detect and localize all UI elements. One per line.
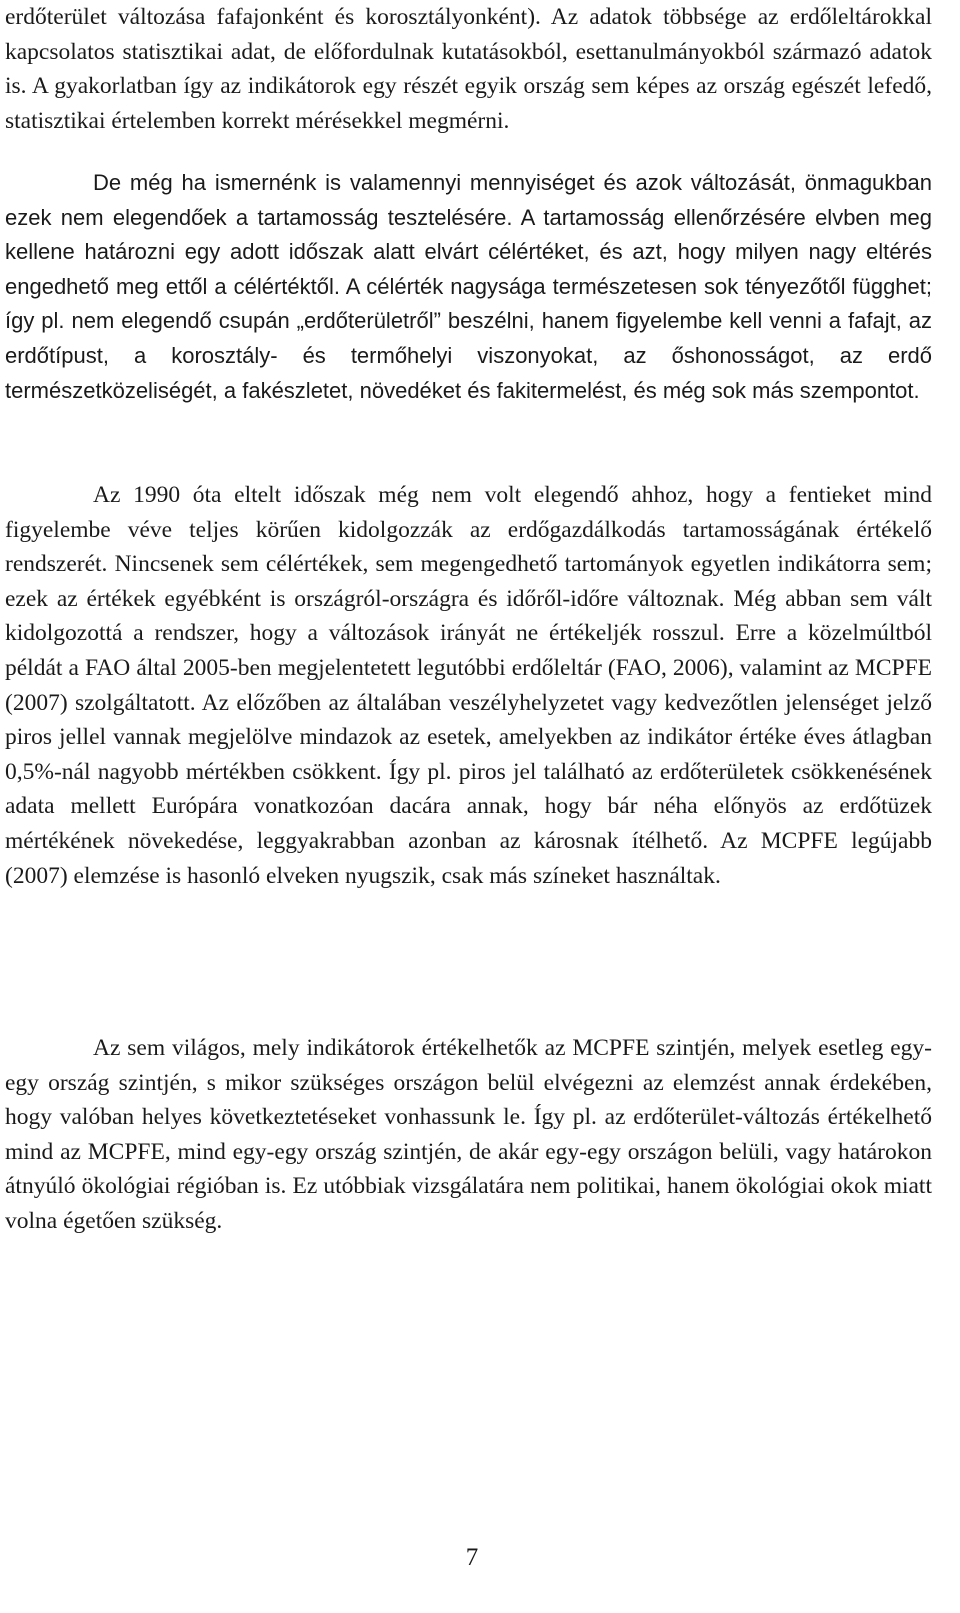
paragraph-indicator-levels: Az sem világos, mely indikátorok értékelhetők az MCPFE szintjén, melyek esetleg egy-egy ország szintjén, s mikor szükséges országon belül elvégezni az elemzést annak érdekében, hogy valóban helyes következtetéseket vonhassunk le. Így pl. az erdőterület-változás értékelhető mind az MCPFE, mind egy-egy ország szintjén, de akár egy-egy országon belüli, vagy határokon átnyúló ökológiai régióban is. Ez utóbbiak vizsgálatára nem politikai, hanem ökológiai okok miatt volna égetően szükség. (5, 1035, 932, 1234)
page-number: 7 (465, 1544, 479, 1571)
paragraph-evaluation-system: Az 1990 óta eltelt időszak még nem volt elegendő ahhoz, hogy a fentieket mind figyelembe véve teljes körűen kidolgozzák az erdőgazdálkodás tartamosságának értékelő rendszerét. Nincsenek sem célértékek, sem megengedhető tartományok egyetlen indikátorra sem; ezek az értékek egyébként is országról-országra és időről-időre változnak. Még abban sem vált kidolgozottá a rendszer, hogy a változások irányát ne értékeljék rosszul. Erre a közelmúltból példát a FAO által 2005-ben megjelentetett legutóbbi erdőleltár (FAO, 2006), valamint az MCPFE (2007) szolgáltatott. Az előzőben az általában veszélyhelyzetet vagy kedvezőtlen jelenséget jelző piros jellel vannak megjelölve mindazok az esetek, amelyekben az indikátor értéke éves átlagban 0,5%-nál nagyobb mértékben csökkent. Így pl. piros jel található az erdőterületek csökkenésének adata mellett Európára vonatkozóan dacára annak, hogy bár néha előnyös az erdőtüzek mértékének növekedése, leggyakrabban azonban az károsnak ítélhető. Az MCPFE legújabb (2007) elemzése is hasonló elveken nyugszik, csak más színeket használtak. (5, 482, 932, 889)
paragraph-continuation: erdőterület változása fafajonként és korosztályonként). Az adatok többsége az erdőleltárokkal kapcsolatos statisztikai adat, de előfordulnak kutatásokból, esettanulmányokból származó adatok is. A gyakorlatban így az indikátorok egy részét egyik ország sem képes az ország egészét lefedő, statisztikai értelemben korrekt mérésekkel megmérni. (5, 4, 932, 134)
paragraph-target-values: De még ha ismernénk is valamennyi mennyiséget és azok változását, önmagukban ezek nem elegendőek a tartamosság tesztelésére. A tartamosság ellenőrzésére elvben meg kellene határozni egy adott időszak alatt elvárt célértéket, és azt, hogy milyen nagy eltérés engedhető meg ettől a célértéktől. A célérték nagysága természetesen sok tényezőtől függhet; így pl. nem elegendő csupán „erdőterületről” beszélni, hanem figyelembe kell venni a fafajt, az erdőtípust, a korosztály- és termőhelyi viszonyokat, az őshonosságot, az erdő természetközeliségét, a fakészletet, növedéket és fakitermelést, és még sok más szempontot. (5, 170, 932, 403)
